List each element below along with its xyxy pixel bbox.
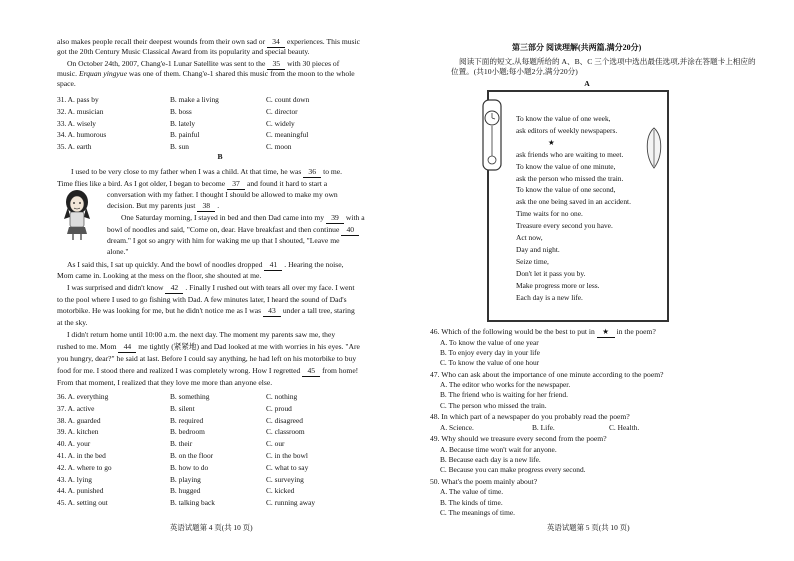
blank-37: 37: [227, 179, 245, 190]
poem-line: Each day is a new life.: [516, 292, 583, 302]
question-option: C. The meanings of time.: [440, 507, 515, 517]
passage-text: motorbike. He was looking for me, but he didn't notice me as I was: [57, 306, 262, 315]
paragraph1-line2: got the 20th Century Music Classical Award from its popularity and special beauty.: [57, 47, 310, 56]
blank-45: 45: [302, 366, 320, 377]
instructions-line2: 位置。(共10小题;每小题2分,满分20分): [451, 67, 578, 76]
poem-line: To know the value of one week,: [516, 114, 611, 123]
passage-text: bowl of noodles and said, "Come on, dear. Have breakfast and then continue: [107, 225, 340, 234]
option-choice: C. moon: [266, 142, 292, 152]
passage-text: me tightly (紧紧地) and Dad looked at me with worries in his eyes. "Are: [138, 342, 360, 351]
passage-line: [57, 306, 355, 317]
option-choice: C. running away: [266, 498, 316, 508]
passage-text: dream." I got so angry with him for waking me up that I shouted, "Leave me: [107, 236, 340, 245]
option-choice: B. bedroom: [170, 427, 205, 437]
blank-44: 44: [118, 342, 136, 353]
option-choice: 44. A. punished: [57, 486, 104, 496]
option-choice: 36. A. everything: [57, 392, 109, 401]
instructions-line1: 阅读下面的短文,从每题所给的 A、B、C 三个选项中选出最佳选项,并涂在答题卡上相应的: [459, 57, 756, 66]
passage-text: .: [217, 201, 220, 210]
passage-text: I used to be very close to my father when I was a child. At that time, he was: [71, 167, 302, 176]
question-option: B. Because each day is a new life.: [440, 454, 541, 464]
question-option: B. Life.: [532, 422, 555, 432]
option-choice: 41. A. in the bed: [57, 451, 106, 460]
passage-text: at the sky.: [57, 318, 88, 327]
passage-text: decision. But my parents just: [107, 201, 196, 210]
poem-star-blank: ★: [548, 137, 555, 147]
option-choice: 43. A. lying: [57, 474, 92, 484]
option-choice: 33. A. wisely: [57, 118, 97, 128]
question-option: C. To know the value of one hour: [440, 357, 540, 367]
poem-line: Seize time,: [516, 256, 549, 266]
page-footer-right: 英语试题第 5 页(共 10 页): [547, 523, 630, 532]
blank-34: 34: [267, 37, 285, 48]
poem-line: ask the one being saved in an accident.: [516, 197, 631, 207]
option-choice: C. classroom: [266, 427, 305, 437]
passage-line: [57, 354, 356, 364]
blank-38: 38: [197, 201, 215, 212]
option-choice: 38. A. guarded: [57, 415, 101, 425]
passage-text: As I said this, I sat up quickly. And the bowl of noodles dropped: [67, 260, 263, 269]
option-choice: B. hugged: [170, 486, 201, 496]
option-choice: 37. A. active: [57, 403, 95, 413]
passage-text: rushed to me. Mom: [57, 342, 117, 351]
question-option: A. Science.: [440, 422, 474, 432]
poem-line: Act now,: [516, 233, 543, 242]
blank-40: 40: [341, 225, 359, 236]
option-choice: B. sun: [170, 142, 189, 152]
option-choice: B. required: [170, 415, 204, 425]
paragraph2-line1: On October 24th, 2007, Chang'e-1 Lunar Satellite was sent to the 35 with 30 pieces of: [67, 59, 340, 68]
option-choice: 32. A. musician: [57, 106, 104, 116]
passage-text: conversation with my father. I thought I should be allowed to make my own: [107, 190, 338, 199]
poem-line: To know the value of one minute,: [516, 161, 616, 171]
clock-icon: [479, 98, 505, 174]
option-choice: C. meaningful: [266, 130, 309, 140]
passage-text: I didn't return home until 10:00 a.m. the next day. The moment my parents saw me, they: [67, 330, 336, 339]
question-option: A. The value of time.: [440, 487, 504, 497]
option-choice: 40. A. your: [57, 439, 91, 449]
poem-line: Treasure every second you have.: [516, 221, 613, 231]
option-choice: B. how to do: [170, 462, 209, 472]
option-choice: B. their: [170, 439, 193, 449]
passage-line: [107, 247, 128, 257]
poem-line: ask editors of weekly newspapers.: [516, 125, 618, 135]
question-option: A. The editor who works for the newspaper.: [440, 380, 571, 390]
option-choice: C. director: [266, 106, 298, 116]
passage-text: I was surprised and didn't know: [67, 283, 164, 292]
blank-41: 41: [264, 260, 282, 271]
question-option: B. To enjoy every day in your life: [440, 347, 540, 357]
passage-line: [107, 201, 219, 212]
paragraph2-line2: music. Erquan yingyue was one of them. Chang'e-1 shared this music from the moon to the whole: [57, 69, 355, 78]
question-stem: [430, 412, 630, 422]
poem-line: ask the person who missed the train.: [516, 173, 624, 183]
passage-line: [57, 378, 272, 388]
option-choice: B. talking back: [170, 498, 215, 508]
section-b-heading: B: [217, 152, 223, 161]
question-text: 48. In which part of a newspaper do you probably read the poem?: [430, 412, 630, 422]
page-footer-left: 英语试题第 4 页(共 10 页): [170, 523, 253, 532]
question-option: C. The person who missed the train.: [440, 400, 547, 410]
passage-line: [57, 318, 88, 328]
paragraph1-line1: also makes people recall their deepest wounds from their own sad or 34 experiences. This music: [57, 37, 360, 46]
passage-text: food for me. I stood there and realized I was completely wrong. How I regretted: [57, 366, 301, 375]
question-option: C. Health.: [609, 422, 640, 432]
option-choice: 45. A. setting out: [57, 498, 108, 508]
option-choice: B. on the floor: [170, 451, 214, 460]
passage-line: [67, 260, 344, 271]
part-three-title: 第三部分 阅读理解(共两篇,满分20分): [512, 43, 642, 52]
passage-text: Mom came in. Looking at the mess on the floor, she shouted at me.: [57, 271, 262, 280]
option-choice: 42. A. where to go: [57, 462, 112, 472]
question-star-blank: ★: [597, 327, 615, 338]
passage-line: [57, 179, 327, 190]
option-choice: 35. A. earth: [57, 142, 92, 152]
option-choice: B. painful: [170, 130, 200, 140]
option-choice: C. kicked: [266, 486, 295, 496]
question-text: 47. Who can ask about the importance of one minute according to the poem?: [430, 369, 664, 379]
passage-line: [107, 236, 339, 246]
leaf-decoration-icon: [643, 126, 665, 170]
option-choice: C. our: [266, 439, 285, 449]
option-choice: C. surveying: [266, 474, 304, 484]
passage-text: . Finally I rushed out with tears all over my face. I went: [185, 283, 355, 292]
question-option: C. Because you can make progress every second.: [440, 465, 586, 475]
passage-line: [121, 213, 365, 224]
question-stem: [430, 370, 664, 380]
passage-text: with a: [345, 213, 365, 222]
passage-text: From that moment, I realized that they love me more than anyone else.: [57, 378, 273, 387]
passage-line: [107, 190, 338, 200]
section-a-heading: A: [584, 79, 590, 88]
option-choice: C. widely: [266, 118, 295, 128]
option-choice: B. playing: [170, 474, 201, 484]
blank-42: 42: [165, 283, 183, 294]
question-text: 50. What's the poem mainly about?: [430, 476, 538, 486]
option-choice: B. make a living: [170, 95, 219, 104]
passage-line: [67, 330, 335, 340]
question-stem: [430, 477, 537, 487]
passage-text: and found it hard to start a: [246, 179, 328, 188]
poem-line: Don't let it pass you by.: [516, 268, 586, 278]
option-choice: C. nothing: [266, 392, 298, 401]
passage-text: Time flies like a bird. As I got older, I began to become: [57, 179, 226, 188]
passage-text: . Hearing the noise,: [284, 260, 344, 269]
passage-line: [57, 342, 360, 353]
option-choice: C. proud: [266, 403, 292, 413]
blank-35: 35: [267, 59, 285, 70]
option-choice: C. what to say: [266, 462, 309, 472]
option-choice: B. boss: [170, 106, 192, 116]
option-choice: B. lately: [170, 118, 196, 128]
passage-line: [107, 225, 359, 236]
passage-text: you hungry, dear?" he said at last. Before I could say anything, he had left on his motorbike to buy: [57, 354, 357, 363]
option-choice: C. disagreed: [266, 415, 303, 425]
question-option: B. The kinds of time.: [440, 497, 503, 507]
blank-43: 43: [263, 306, 281, 317]
poem-line: Day and night.: [516, 244, 560, 254]
passage-line: [67, 283, 354, 294]
option-choice: B. silent: [170, 403, 195, 413]
poem-line: ask friends who are waiting to meet.: [516, 149, 624, 159]
question-option: A. Because time won't wait for anyone.: [440, 444, 557, 454]
question-text: in the poem?: [616, 327, 656, 336]
paragraph2-line3: space.: [57, 79, 76, 88]
passage-text: to me.: [323, 167, 343, 176]
passage-text: to the pool where I used to go fishing with Dad. A few minutes later, I heard the sound of Dad's: [57, 295, 347, 304]
question-stem: [430, 327, 656, 338]
poem-line: To know the value of one second,: [516, 185, 616, 195]
option-choice: B. something: [170, 392, 210, 401]
question-stem: [430, 434, 607, 444]
option-choice: 39. A. kitchen: [57, 427, 99, 437]
passage-line: [57, 366, 358, 377]
question-option: B. The friend who is waiting for her friend.: [440, 390, 568, 400]
option-choice: C. in the bowl: [266, 451, 308, 460]
blank-36: 36: [303, 167, 321, 178]
passage-text: under a tall tree, staring: [282, 306, 355, 315]
poem-line: Make progress more or less.: [516, 280, 600, 290]
girl-illustration: [60, 189, 94, 241]
question-text: 49. Why should we treasure every second from the poem?: [430, 434, 607, 444]
question-text: 46. Which of the following would be the best to put in: [430, 327, 595, 336]
passage-text: from home!: [322, 366, 359, 375]
option-choice: 31. A. pass by: [57, 95, 99, 104]
blank-39: 39: [326, 213, 344, 224]
option-choice: C. count down: [266, 95, 310, 104]
passage-line: [57, 295, 347, 305]
passage-line: [71, 167, 342, 178]
passage-text: One Saturday morning, I stayed in bed and then Dad came into my: [121, 213, 325, 222]
passage-line: [57, 271, 261, 281]
passage-text: alone.": [107, 247, 129, 256]
poem-line: Time waits for no one.: [516, 209, 583, 219]
question-option: A. To know the value of one year: [440, 337, 539, 347]
option-choice: 34. A. humorous: [57, 130, 107, 140]
